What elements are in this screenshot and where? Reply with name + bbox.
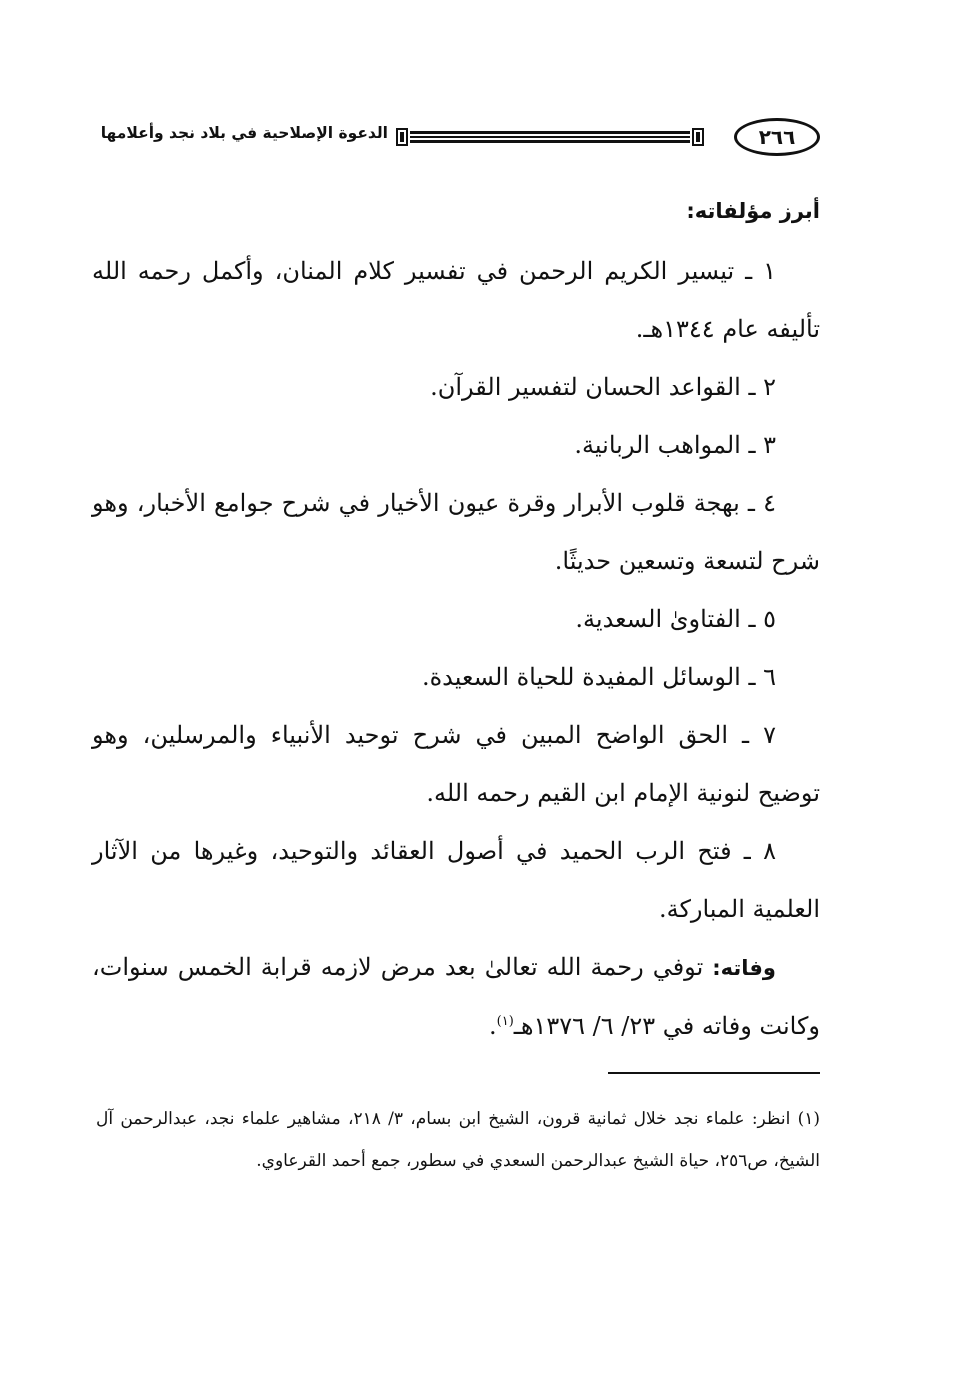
works-list-item: ٨ ـ فتح الرب الحميد في أصول العقائد والتوحيد، وغيرها من الآثار العلمية المباركة. <box>92 837 820 923</box>
death-paragraph <box>92 938 820 1055</box>
page-number: ٢٦٦ <box>758 125 796 149</box>
death-end: . <box>489 1012 497 1040</box>
header-ornamental-rule <box>396 128 704 146</box>
works-list-item: ٥ ـ الفتاوىٰ السعدية. <box>575 605 776 633</box>
running-title: الدعوة الإصلاحية في بلاد نجد وأعلامها <box>100 124 388 142</box>
death-text: توفي رحمة الله تعالىٰ بعد مرض لازمه قرابة الخمس سنوات، وكانت وفاته في ٢٣/ ٦/ ١٣٧٦هـ <box>92 953 820 1040</box>
rule-end-ornament <box>396 128 408 146</box>
footnote-ref: (١) <box>496 1014 514 1029</box>
works-list-item: ٤ ـ بهجة قلوب الأبرار وقرة عيون الأخيار في شرح جوامع الأخبار، وهو شرح لتسعة وتسعين حديثًا. <box>92 489 820 575</box>
rule-lines <box>410 131 690 143</box>
footnote <box>96 1098 820 1182</box>
works-list-item: ١ ـ تيسير الكريم الرحمن في تفسير كلام المنان، وأكمل رحمه الله تأليفه عام ١٣٤٤هـ. <box>92 257 820 343</box>
works-heading: أبرز مؤلفاته: <box>686 199 820 223</box>
footnote-separator <box>608 1072 820 1074</box>
rule-end-ornament <box>692 128 704 146</box>
works-list-item: ٧ ـ الحق الواضح المبين في شرح توحيد الأنبياء والمرسلين، وهو توضيح لنونية الإمام ابن القيم رحمه الله. <box>92 721 820 807</box>
page-number-badge <box>734 118 820 156</box>
works-list-item: ٢ ـ القواعد الحسان لتفسير القرآن. <box>430 373 776 401</box>
works-list-item: ٦ ـ الوسائل المفيدة للحياة السعيدة. <box>421 663 776 691</box>
page-header <box>88 118 820 160</box>
footnote-text: (١) انظر: علماء نجد خلال ثمانية قرون، الشيخ ابن بسام، ٣/ ٢١٨، مشاهير علماء نجد، عبدالرحمن آل الشيخ، ص٢٥٦، حياة الشيخ عبدالرحمن السعدي في سطور، جمع أحمد القرعاوي. <box>96 1109 820 1171</box>
works-list-item: ٣ ـ المواهب الربانية. <box>574 431 776 459</box>
main-text <box>92 180 820 1055</box>
death-label: وفاته: <box>712 956 776 980</box>
